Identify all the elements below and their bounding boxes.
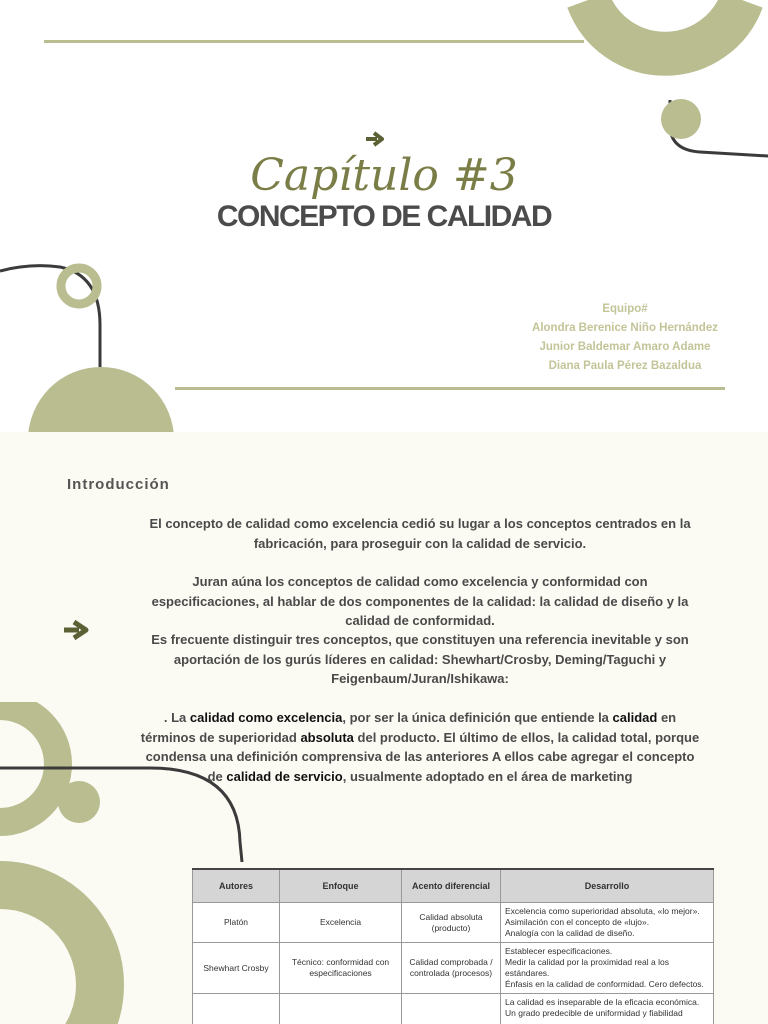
paragraph-1: El concepto de calidad como excelencia cedió su lugar a los conceptos centrados en la fabricación, para proseguir con la calidad de servicio.	[149, 516, 691, 551]
cover-page	[0, 0, 768, 432]
column-header: Enfoque	[280, 869, 402, 903]
cell-autores: Platón	[193, 903, 280, 943]
arrow-right-icon	[62, 618, 90, 642]
team-member: Diana Paula Pérez Bazaldua	[548, 360, 702, 372]
cell-enfoque	[280, 994, 402, 1024]
table-row	[193, 943, 714, 994]
cell-desarrollo: Establecer especificaciones. Medir la calidad por la proximidad real a los estándares. Énfasis en la calidad de conformidad. Cero defectos.	[501, 943, 714, 994]
paragraph-2: Juran aúna los conceptos de calidad como excelencia y conformidad con especificaciones, al hablar de dos componentes de la calidad: la calidad de diseño y la calidad de conformidad.	[151, 574, 689, 628]
decorative-ring	[560, 0, 768, 170]
chapter-title: Capítulo #3	[250, 150, 518, 201]
column-header: Autores	[193, 869, 280, 903]
paragraph-4: . La calidad como excelencia, por ser la única definición que entiende la calidad en términos de superioridad absoluta del producto. El último de ellos, la calidad total, porque condensa una definición comprensiva de las anteriores A ellos cabe agregar el concepto de calidad de servicio, usualmente adoptado en el área de marketing	[140, 710, 700, 784]
column-header: Acento diferencial	[402, 869, 501, 903]
cell-enfoque: Excelencia	[280, 903, 402, 943]
top-divider	[44, 40, 584, 43]
cell-autores	[193, 994, 280, 1024]
page-title: CONCEPTO DE CALIDAD	[216, 200, 552, 233]
team-info	[510, 300, 740, 376]
cell-acento	[402, 994, 501, 1024]
paragraph-3: Es frecuente distinguir tres conceptos, que constituyen una referencia inevitable y son aportación de los gurús líderes en calidad: Shewhart/Crosby, Deming/Taguchi y Feigenbaum/Juran/Ishikawa:	[151, 632, 689, 686]
table-header-row	[193, 869, 714, 903]
cell-autores: Shewhart Crosby	[193, 943, 280, 994]
quality-approaches-table	[192, 868, 714, 1024]
bottom-divider	[175, 387, 725, 390]
team-member: Alondra Berenice Niño Hernández	[532, 322, 718, 334]
cell-desarrollo: La calidad es inseparable de la eficacia económica. Un grado predecible de uniformidad y fiabilidad	[501, 994, 714, 1024]
arrow-right-icon	[365, 131, 385, 147]
team-member: Junior Baldemar Amaro Adame	[539, 341, 711, 353]
cell-acento: Calidad comprobada / controlada (procesos)	[402, 943, 501, 994]
cell-acento: Calidad absoluta (producto)	[402, 903, 501, 943]
team-label: Equipo#	[602, 303, 648, 315]
intro-page	[0, 432, 768, 1024]
table-row	[193, 903, 714, 943]
decorative-arcs	[0, 255, 180, 432]
cell-desarrollo: Excelencia como superioridad absoluta, «lo mejor». Asimilación con el concepto de «lujo». Analogía con la calidad de diseño.	[501, 903, 714, 943]
column-header: Desarrollo	[501, 869, 714, 903]
cell-enfoque: Técnico: conformidad con especificaciones	[280, 943, 402, 994]
table-row	[193, 994, 714, 1024]
section-heading: Introducción	[67, 476, 170, 493]
